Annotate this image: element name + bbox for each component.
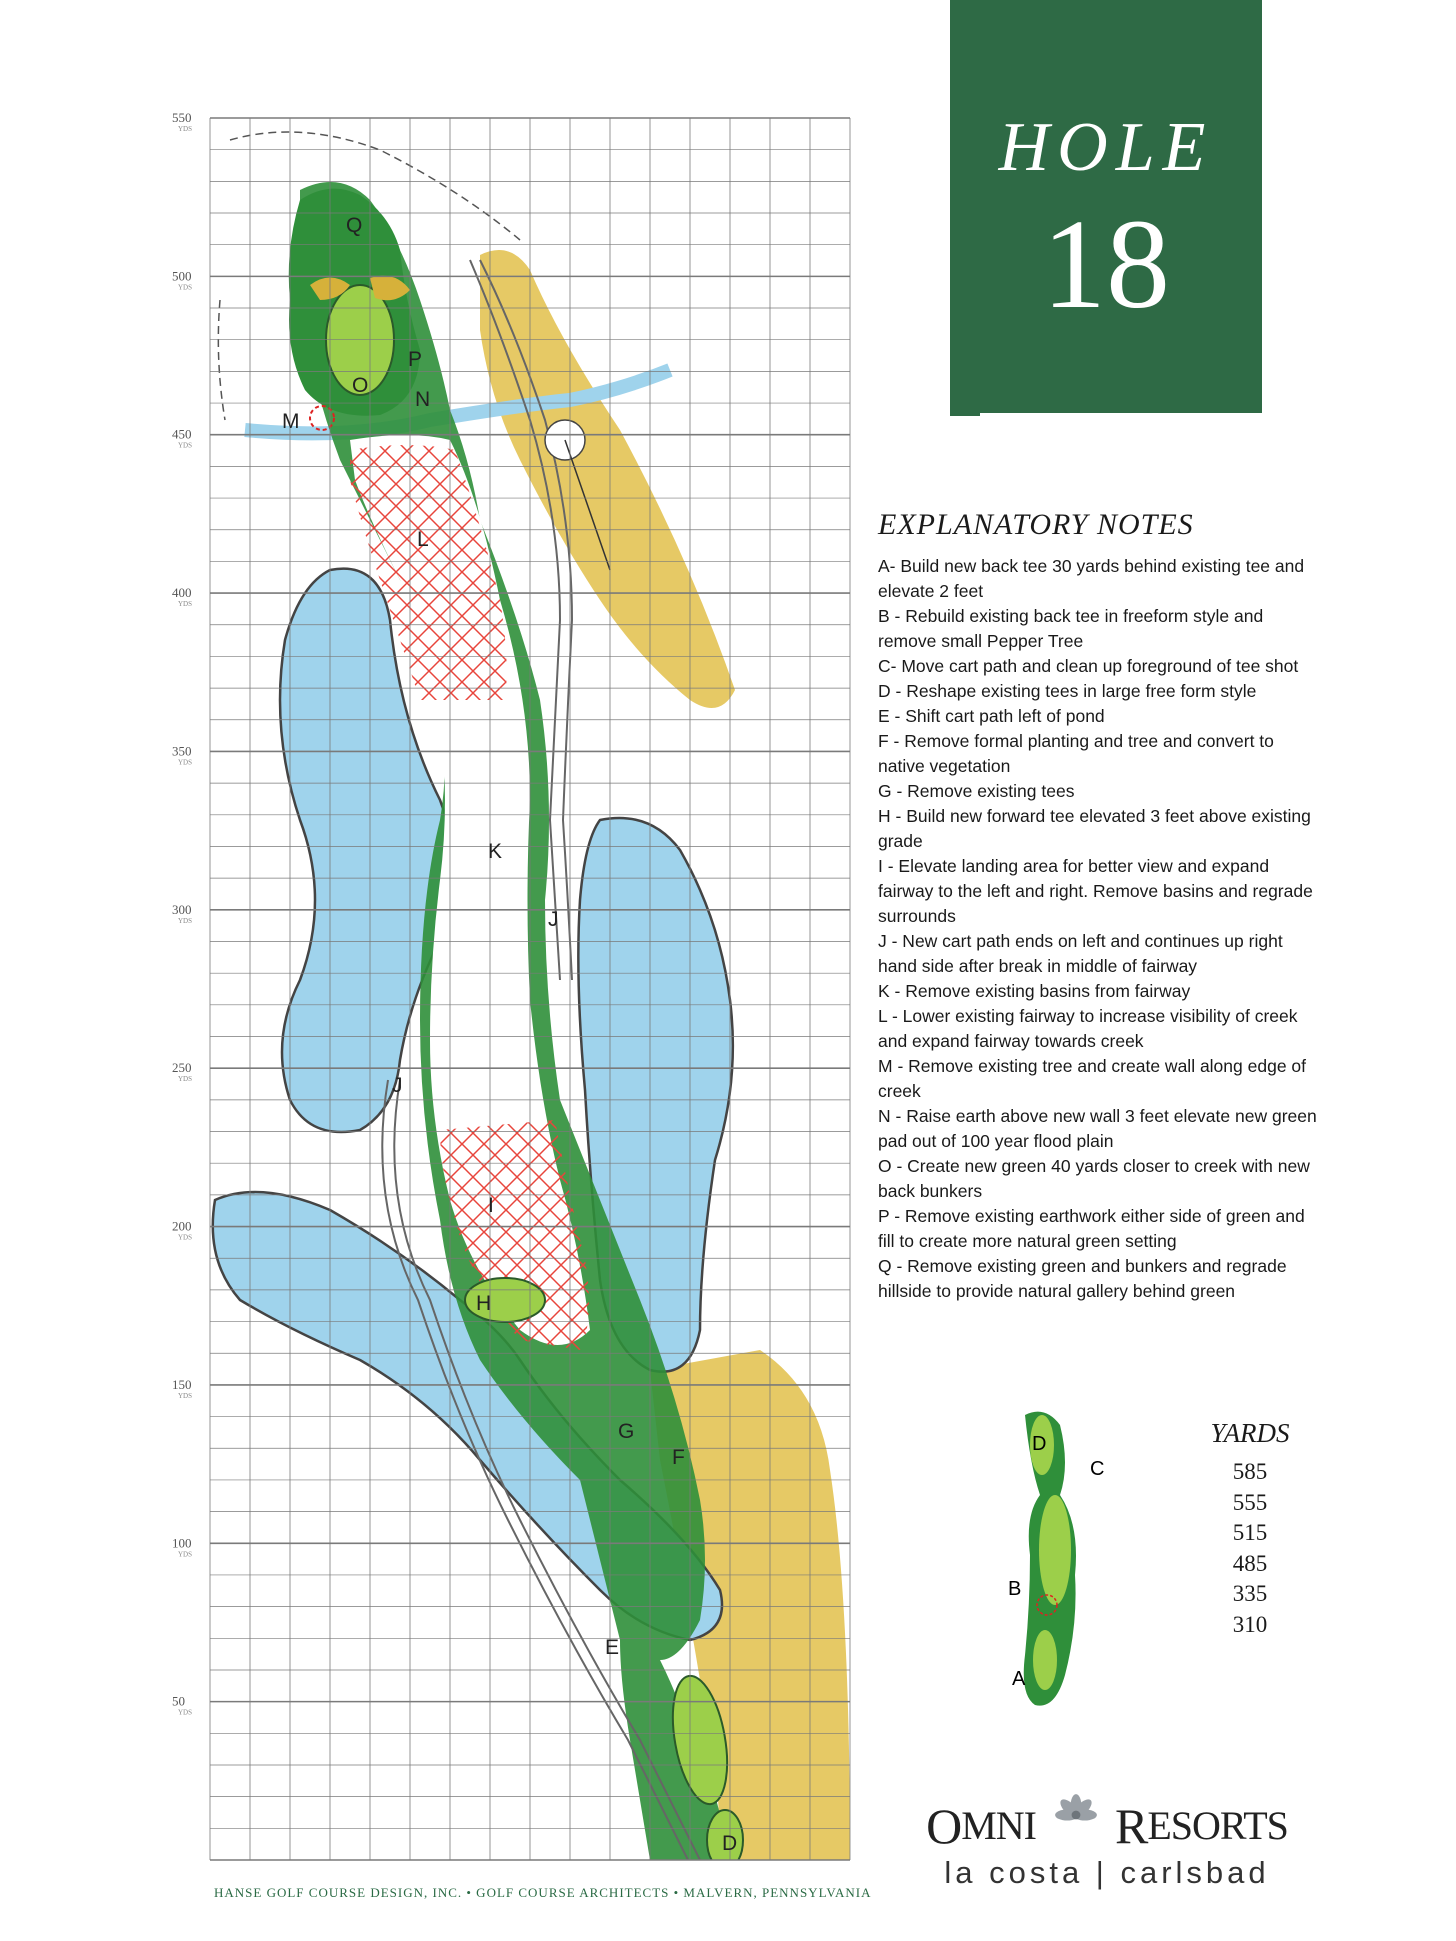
yard-unit-label: YDS	[178, 1391, 193, 1400]
map-label-I: I	[488, 1194, 494, 1217]
yard-mark-label: 450	[172, 426, 192, 442]
yard-unit-label: YDS	[178, 1075, 193, 1084]
map-label-L: L	[417, 528, 429, 551]
mini-label-C: C	[1090, 1458, 1105, 1480]
yard-value: 555	[1232, 1489, 1268, 1515]
hole-number: 18	[1042, 193, 1170, 335]
map-label-E: E	[605, 1636, 620, 1659]
yard-unit-label: YDS	[178, 125, 193, 133]
notes-list	[878, 554, 1318, 1304]
mini-tee-middle	[1039, 1495, 1071, 1605]
map-label-Q: Q	[346, 214, 363, 237]
yard-mark-label: 100	[172, 1535, 192, 1551]
yard-value: 515	[1232, 1520, 1268, 1545]
yards-title: YARDS	[1210, 1418, 1290, 1448]
map-label-K: K	[488, 840, 503, 863]
mini-label-A: A	[1012, 1668, 1026, 1690]
map-label-M: M	[282, 410, 300, 433]
notes-title: EXPLANATORY NOTES	[878, 508, 1194, 541]
map-label-P: P	[408, 348, 423, 371]
header-rule	[980, 413, 1262, 416]
hole-word: HOLE	[998, 109, 1214, 186]
yard-mark-label: 150	[172, 1376, 192, 1392]
map-label-J-upper: J	[548, 908, 559, 931]
note-item: H - Build new forward tee elevated 3 feet above existing grade	[878, 806, 1311, 851]
note-item: F - Remove formal planting and tree and convert to native vegetation	[878, 731, 1274, 776]
note-item: G - Remove existing tees	[878, 781, 1075, 801]
note-item: E - Shift cart path left of pond	[878, 706, 1105, 726]
note-item: O - Create new green 40 yards closer to creek with new back bunkers	[878, 1156, 1310, 1201]
yard-unit-label: YDS	[178, 758, 193, 767]
yard-mark-label: 400	[172, 585, 192, 601]
map-label-O: O	[352, 374, 369, 397]
note-item: C- Move cart path and clean up foreground of tee shot	[878, 656, 1299, 676]
omni-initial: O	[926, 1797, 962, 1854]
map-label-N: N	[415, 388, 431, 411]
yardage-list	[1205, 1418, 1295, 1640]
mini-tee-A	[1033, 1630, 1057, 1690]
map-label-D: D	[722, 1832, 738, 1855]
yardage-labels	[172, 110, 192, 1717]
yard-unit-label: YDS	[178, 600, 193, 609]
yard-mark-label: 250	[172, 1060, 192, 1076]
yard-mark-label: 200	[172, 1218, 192, 1234]
yard-unit-label: YDS	[178, 283, 193, 292]
explanatory-notes	[878, 508, 1318, 1304]
omni-flower-icon	[1054, 1793, 1098, 1837]
note-item: M - Remove existing tree and create wall along edge of creek	[878, 1056, 1307, 1101]
omni-wordmark	[912, 1793, 1302, 1854]
note-item: D - Reshape existing tees in large free form style	[878, 681, 1257, 701]
mini-label-B: B	[1008, 1578, 1022, 1600]
hole-header	[950, 0, 1262, 416]
resorts-rest: ESORTS	[1147, 1802, 1288, 1848]
yard-value: 310	[1232, 1611, 1268, 1637]
yard-mark-label: 350	[172, 743, 192, 759]
note-item: B - Rebuild existing back tee in freeform style and remove small Pepper Tree	[878, 606, 1264, 651]
note-item: A- Build new back tee 30 yards behind existing tee and elevate 2 feet	[878, 556, 1305, 601]
note-item: I - Elevate landing area for better view and expand fairway to the left and right. Remove basins and regrade surrounds	[878, 856, 1313, 926]
yard-mark-label: 550	[172, 110, 192, 125]
note-item: L - Lower existing fairway to increase visibility of creek and expand fairway towards creek	[878, 1006, 1298, 1051]
omni-rest: MNI	[961, 1802, 1036, 1848]
note-item: P - Remove existing earthwork either side of green and fill to create more natural green setting	[878, 1206, 1305, 1251]
yard-unit-label: YDS	[178, 1708, 193, 1717]
resorts-initial: R	[1115, 1797, 1148, 1854]
omni-resorts-logo	[912, 1793, 1302, 1891]
mini-tee-map	[1000, 1405, 1120, 1715]
map-label-J-lower: J	[392, 1074, 403, 1097]
omni-location: la costa | carlsbad	[944, 1854, 1270, 1890]
note-item: N - Raise earth above new wall 3 feet elevate new green pad out of 100 year flood plain	[878, 1106, 1317, 1151]
yard-value: 335	[1232, 1581, 1268, 1606]
map-label-H: H	[476, 1292, 492, 1315]
note-item: Q - Remove existing green and bunkers and regrade hillside to provide natural gallery behind green	[878, 1256, 1287, 1301]
yards-values	[1205, 1457, 1295, 1640]
map-label-F: F	[672, 1446, 685, 1469]
yard-mark-label: 500	[172, 268, 192, 284]
yard-unit-label: YDS	[178, 1550, 193, 1559]
note-item: J - New cart path ends on left and continues up right hand side after break in middle of fairway	[878, 931, 1283, 976]
yard-value: 485	[1232, 1550, 1268, 1576]
yard-mark-label: 50	[172, 1693, 185, 1709]
yard-value: 585	[1232, 1459, 1268, 1484]
yard-unit-label: YDS	[178, 1233, 193, 1242]
yard-mark-label: 300	[172, 901, 192, 917]
mini-label-D: D	[1032, 1433, 1047, 1455]
designer-credit: HANSE GOLF COURSE DESIGN, INC. • GOLF COURSE ARCHITECTS • MALVERN, PENNSYLVANIA	[214, 1885, 872, 1900]
yard-unit-label: YDS	[178, 916, 193, 925]
dashed-boundary-2	[218, 300, 225, 420]
note-item: K - Remove existing basins from fairway	[878, 981, 1191, 1001]
map-label-G: G	[618, 1420, 635, 1443]
yard-unit-label: YDS	[178, 441, 193, 450]
